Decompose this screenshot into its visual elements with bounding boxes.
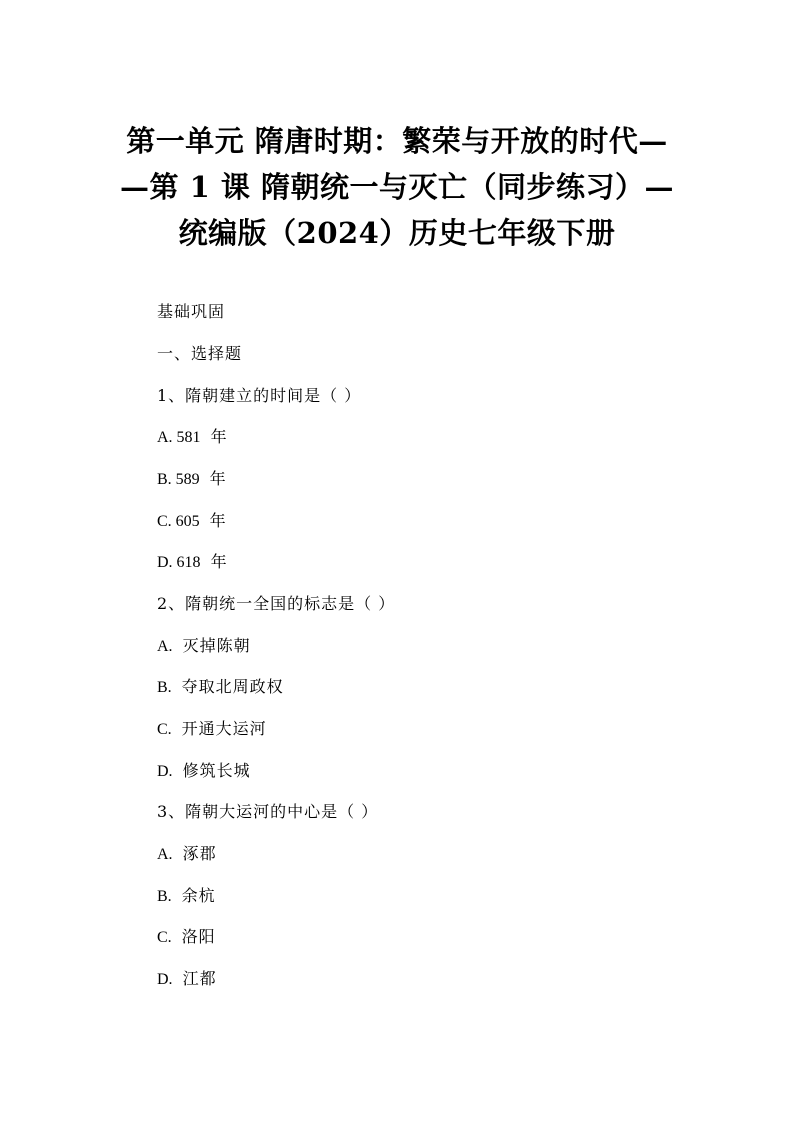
answer-option (157, 844, 217, 865)
answer-option (157, 927, 216, 948)
option-label: D. (157, 763, 173, 780)
answer-option (157, 677, 284, 698)
option-label: C. 605 (157, 513, 200, 530)
answer-option (157, 886, 216, 907)
option-label: D. (157, 971, 173, 988)
option-label: A. 581 (157, 429, 201, 446)
option-text: 夺取北周政权 (181, 677, 284, 696)
option-text: 涿郡 (182, 844, 217, 863)
option-label: C. (157, 721, 172, 738)
option-text: 开通大运河 (181, 719, 267, 738)
option-text: 洛阳 (181, 927, 216, 946)
title-line-2: —第 1 课 隋朝统一与灭亡（同步练习）— (120, 170, 674, 204)
title-line-1: 第一单元 隋唐时期：繁荣与开放的时代— (126, 124, 668, 158)
answer-option (157, 511, 227, 532)
option-label: B. (157, 679, 172, 696)
answer-option (157, 427, 228, 448)
option-text: 年 (210, 427, 228, 446)
option-text: 年 (209, 469, 227, 488)
section-heading: 基础巩固 (157, 302, 226, 321)
option-label: A. (157, 638, 173, 655)
answer-option (157, 552, 228, 573)
option-text: 年 (209, 511, 227, 530)
option-label: C. (157, 929, 172, 946)
question-stem: 3、隋朝大运河的中心是（ ） (157, 802, 379, 821)
option-label: B. 589 (157, 471, 200, 488)
option-label: D. 618 (157, 554, 201, 571)
option-label: A. (157, 846, 173, 863)
answer-option (157, 469, 227, 490)
question-stem: 2、隋朝统一全国的标志是（ ） (157, 594, 396, 613)
option-label: B. (157, 888, 172, 905)
option-text: 修筑长城 (182, 761, 251, 780)
option-text: 余杭 (181, 886, 216, 905)
document-title (100, 118, 694, 256)
part-heading: 一、选择题 (157, 344, 243, 363)
answer-option (157, 719, 267, 740)
answer-option (157, 636, 251, 657)
question-stem: 1、隋朝建立的时间是（ ） (157, 386, 362, 405)
option-text: 年 (210, 552, 228, 571)
option-text: 灭掉陈朝 (182, 636, 251, 655)
title-line-3: 统编版（2024）历史七年级下册 (178, 216, 616, 250)
option-text: 江都 (182, 969, 217, 988)
answer-option (157, 969, 217, 990)
answer-option (157, 761, 251, 782)
